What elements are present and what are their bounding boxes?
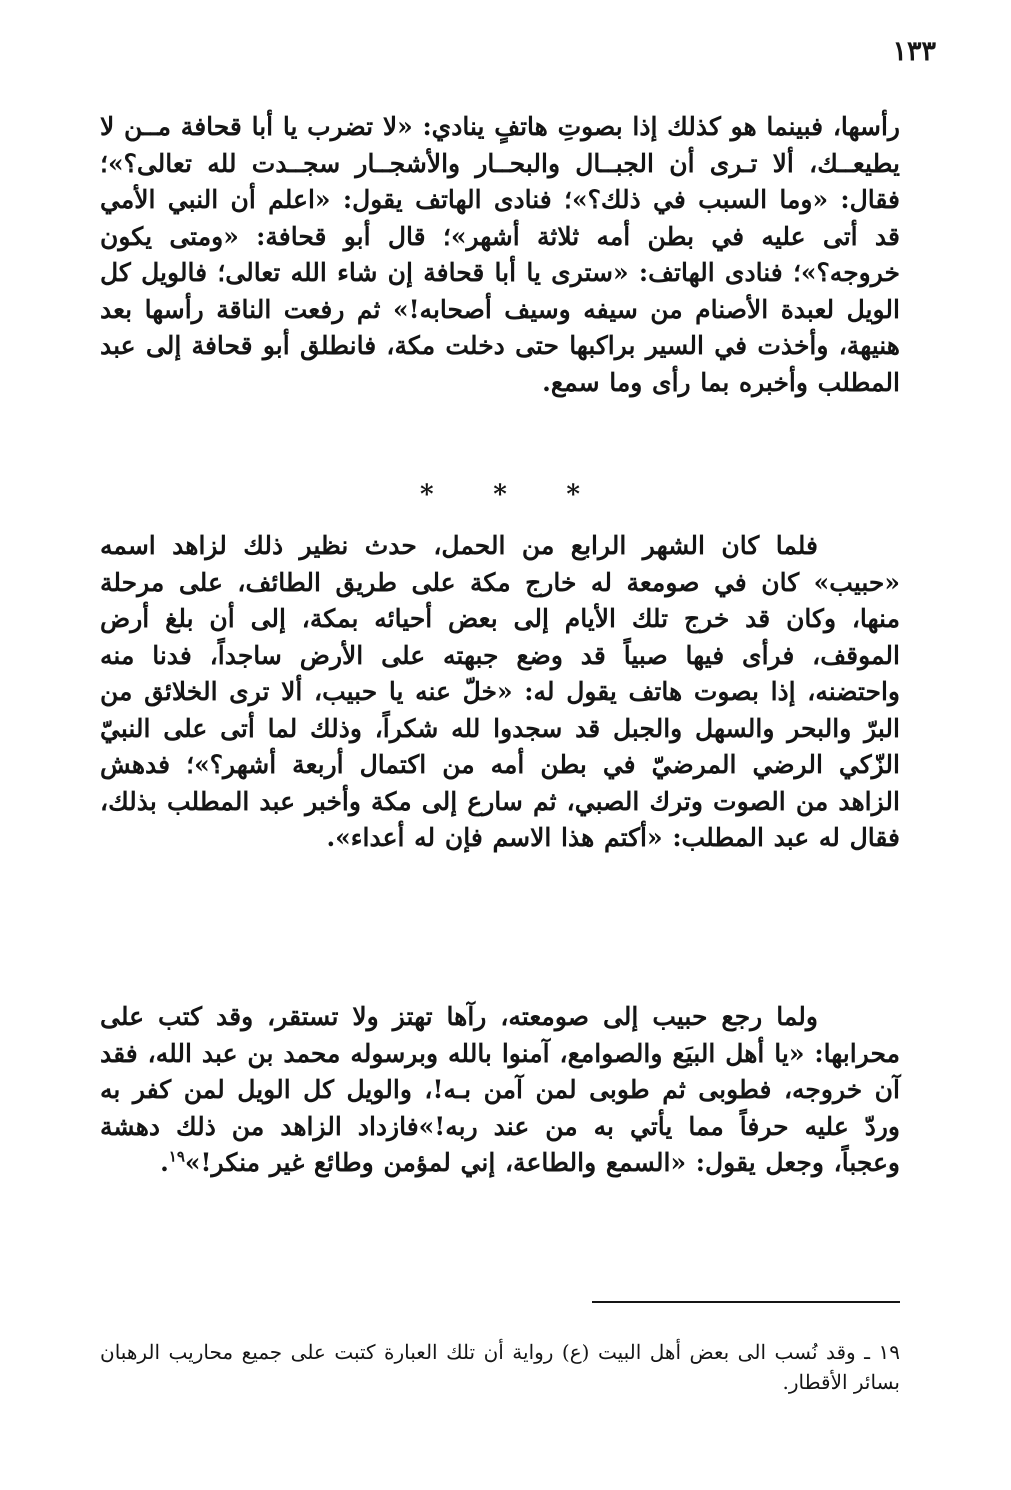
page-number: ١٣٣ xyxy=(892,36,936,67)
paragraph-abu-quhafa: رأسها، فبينما هو كذلك إذا بصوتِ هاتفٍ ينادي: «لا تضرب يا أبا قحافة مــن لا يطيعــك، ألا تـرى أن الجبــال والبحــار والأشجــار سجــدت لله تعالى؟»؛ فقال: «وما السبب في ذلك؟»؛ فنادى الهاتف يقول: «اعلم أن النبي الأمي قد أتى عليه في بطن أمه ثلاثة أشهر»؛ قال أبو قحافة: «ومتى يكون خروجه؟»؛ فنادى الهاتف: «سترى يا أبا قحافة إن شاء الله تعالى؛ فالويل كل الويل لعبدة الأصنام من سيفه وسيف أصحابه!» ثم رفعت الناقة رأسها بعد هنيهة، وأخذت في السير براكبها حتى دخلت مكة، فانطلق أبو قحافة إلى عبد المطلب وأخبره بما رأى وما سمع. xyxy=(100,112,900,397)
paragraph-habib: فلما كان الشهر الرابع من الحمل، حدث نظير ذلك لزاهد اسمه «حبيب» كان في صومعة له خارج مكة على طريق الطائف، على مرحلة منها، وكان قد خرج تلك الأيام إلى بعض أحيائه بمكة، إلى أن بلغ أرض الموقف، فرأى فيها صبياً قد وضع جبهته على الأرض ساجداً، فدنا منه واحتضنه، إذا بصوت هاتف يقول له: «خلّ عنه يا حبيب، ألا ترى الخلائق من البرّ والبحر والسهل والجبل قد سجدوا لله شكراً، وذلك لما أتى على النبيّ الزّكي الرضي المرضيّ في بطن أمه من اكتمال أربعة أشهر؟»؛ فدهش الزاهد من الصوت وترك الصبي، ثم سارع إلى مكة وأخبر عبد المطلب بذلك، فقال له عبد المطلب: «أكتم هذا الاسم فإن له أعداء». xyxy=(100,531,900,852)
footnote-reference: ١٩ xyxy=(168,1147,185,1166)
paragraph-mihrab-text: ولما رجع حبيب إلى صومعته، رآها تهتز ولا تستقر، وقد كتب على محرابها: «يا أهل البيَع والصوامع، آمنوا بالله وبرسوله محمد بن عبد الله، فقد آن خروجه، فطوبى ثم طوبى لمن آمن بـه!، والويل كل الويل لمن كفر به وردّ عليه حرفاً مما يأتي به من عند ربه!»فازداد الزاهد من ذلك دهشة وعجباً، وجعل يقول: «السمع والطاعة، إني لمؤمن وطائع غير منكر!» xyxy=(100,1002,900,1177)
separator-star: * xyxy=(493,480,507,510)
footnote: ١٩ ـ وقد نُسب الى بعض أهل البيت (ع) رواية أن تلك العبارة كتبت على جميع محاريب الرهبان بسائر الأقطار. xyxy=(100,1340,900,1394)
separator-star: * xyxy=(420,480,434,510)
section-separator xyxy=(420,480,580,510)
paragraph-mihrab: ولما رجع حبيب إلى صومعته، رآها تهتز ولا تستقر، وقد كتب على محرابها: «يا أهل البيَع والصوامع، آمنوا بالله وبرسوله محمد بن عبد الله، فقد آن خروجه، فطوبى ثم طوبى لمن آمن بـه!، والويل كل الويل لمن كفر به وردّ عليه حرفاً مما يأتي به من عند ربه!»فازداد الزاهد من ذلك دهشة وعجباً، وجعل يقول: «السمع والطاعة، إني لمؤمن وطائع غير منكر!»$^{١٩}$. xyxy=(100,1002,900,1177)
separator-star: * xyxy=(566,480,580,510)
footnote-divider xyxy=(592,1301,900,1303)
book-page xyxy=(100,0,936,1490)
